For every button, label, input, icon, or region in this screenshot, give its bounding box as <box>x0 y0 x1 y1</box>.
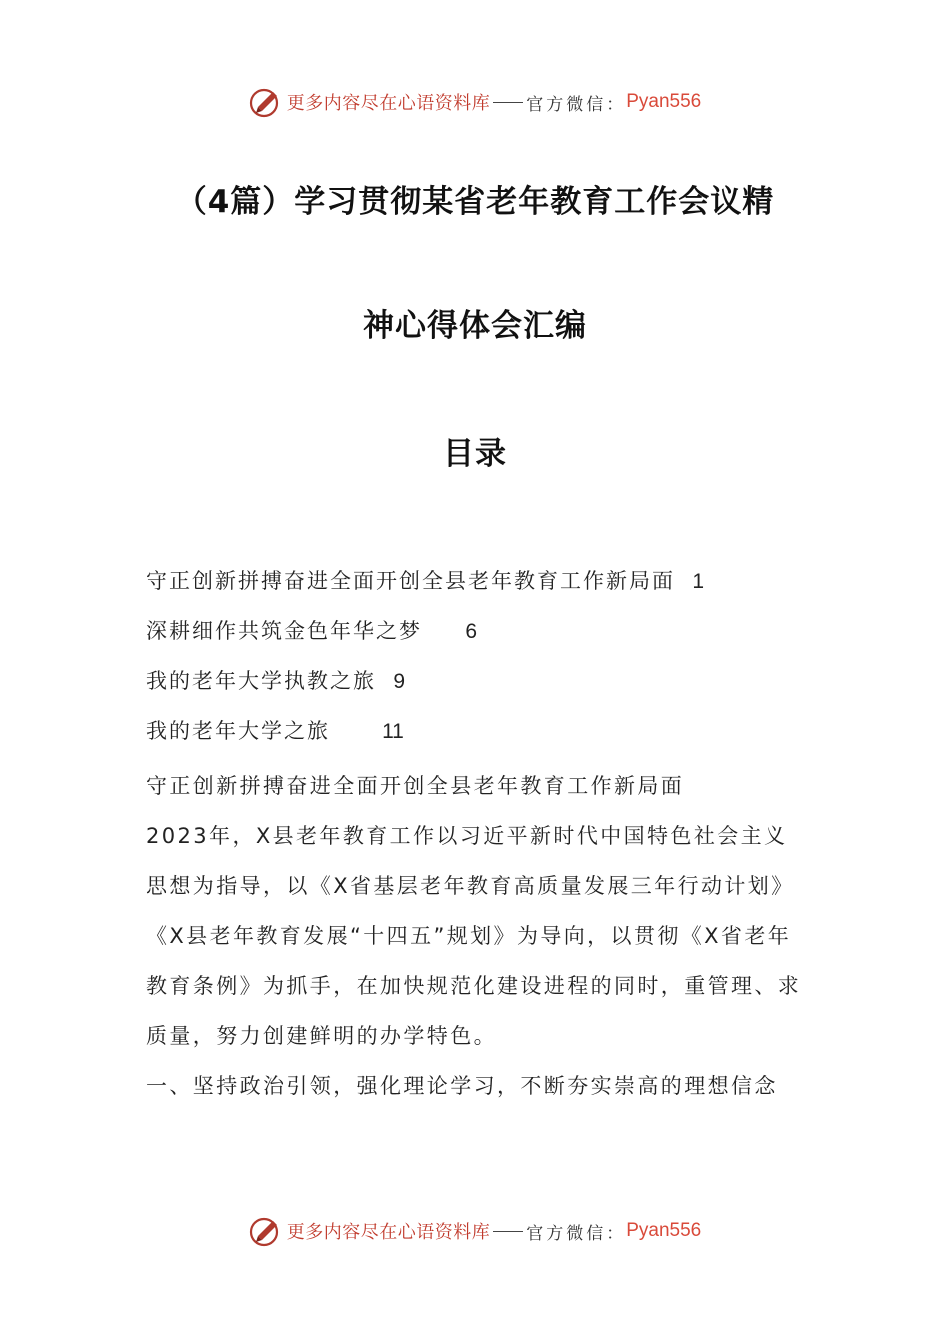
toc-item[interactable] <box>146 611 704 661</box>
toc-item-page: 11 <box>382 720 404 743</box>
banner-wechat-id: Pyan556 <box>626 91 702 112</box>
banner-dash <box>493 1231 523 1232</box>
body-paragraph: 一、坚持政治引领，强化理论学习，不断夯实崇高的理想信念 <box>146 1074 778 1098</box>
footer-banner <box>0 1211 950 1251</box>
section-title: 守正创新拼搏奋进全面开创全县老年教育工作新局面 <box>146 774 685 798</box>
header-banner <box>0 82 950 122</box>
toc-item-page: 6 <box>465 620 478 643</box>
toc-heading: 目录 <box>443 436 507 472</box>
banner-wechat-id: Pyan556 <box>626 1220 702 1241</box>
toc-item-page: 1 <box>692 570 705 593</box>
toc-item[interactable] <box>146 711 704 761</box>
pen-logo-icon <box>249 1214 283 1248</box>
toc-item-text: 我的老年大学执教之旅 <box>146 669 376 693</box>
pen-logo-icon <box>249 85 283 119</box>
banner-brand-text: 更多内容尽在心语资料库 <box>286 1222 491 1243</box>
banner-brand-text: 更多内容尽在心语资料库 <box>286 93 491 114</box>
toc-item-page: 9 <box>393 670 406 693</box>
toc-item[interactable] <box>146 561 704 611</box>
toc-item-text: 我的老年大学之旅 <box>146 719 330 743</box>
toc-item[interactable] <box>146 661 704 711</box>
document-title-line1: （4篇）学习贯彻某省老年教育工作会议精 <box>175 184 775 220</box>
banner-dash <box>493 102 523 103</box>
banner-official-label: 官方微信： <box>526 1223 627 1244</box>
banner-official-label: 官方微信： <box>526 94 627 115</box>
table-of-contents <box>146 561 704 761</box>
document-title-line2: 神心得体会汇编 <box>363 308 587 344</box>
toc-item-text: 守正创新拼搏奋进全面开创全县老年教育工作新局面 <box>146 569 675 593</box>
body-paragraph: 2023年，X县老年教育工作以习近平新时代中国特色社会主义思想为指导，以《X省基层老年教育高质量发展三年行动计划》《X县老年教育发展“十四五”规划》为导向，以贯彻《X省老年教育条例》为抓手，在加快规范化建设进程的同时，重管理、求质量，努力创建鲜明的办学特色。 <box>146 824 802 1048</box>
toc-item-text: 深耕细作共筑金色年华之梦 <box>146 619 422 643</box>
